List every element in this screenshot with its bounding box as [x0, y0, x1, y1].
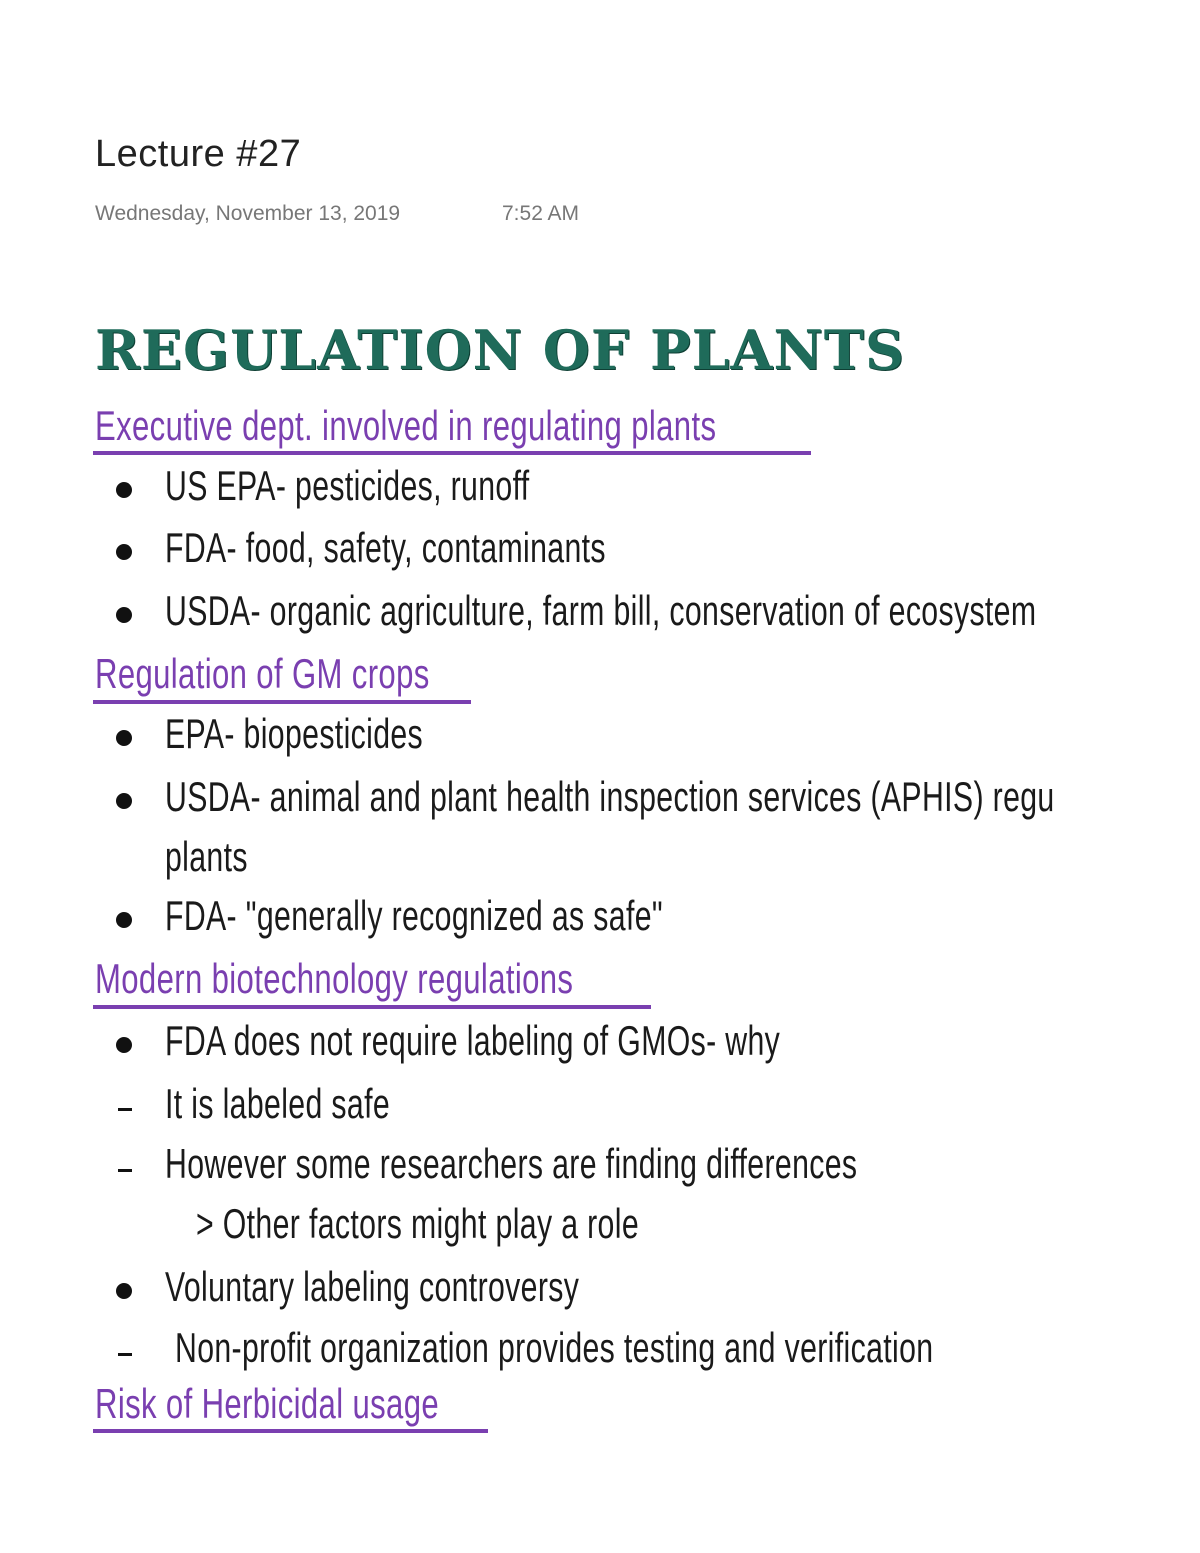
section-underline [93, 700, 471, 704]
section-heading-herbicidal: Risk of Herbicidal usage [95, 1380, 440, 1427]
bullet-icon [116, 912, 132, 928]
list-item: USDA- animal and plant health inspection services (APHIS) regu [165, 773, 1055, 820]
bullet-icon [116, 607, 132, 623]
list-item-continuation: plants [165, 833, 248, 880]
note-time: 7:52 AM [502, 202, 580, 225]
dash-icon [118, 1108, 132, 1111]
section-heading-gm-crops: Regulation of GM crops [95, 650, 430, 697]
bullet-icon [116, 730, 132, 746]
bullet-icon [116, 482, 132, 498]
dash-icon [118, 1169, 132, 1172]
bullet-icon [116, 1283, 132, 1299]
list-item: Voluntary labeling controversy [165, 1263, 580, 1310]
section-heading-executive: Executive dept. involved in regulating plants [95, 402, 717, 449]
main-heading: REGULATION OF PLANTS [95, 318, 905, 382]
section-underline [93, 1429, 488, 1433]
page-title: Lecture #27 [95, 133, 302, 175]
list-item: FDA- food, safety, contaminants [165, 524, 606, 571]
list-item: Non-profit organization provides testing and verification [175, 1324, 934, 1371]
list-item-sub: > Other factors might play a role [196, 1200, 640, 1247]
section-underline [93, 451, 811, 455]
list-item: FDA- "generally recognized as safe" [165, 892, 663, 939]
section-heading-biotech: Modern biotechnology regulations [95, 955, 574, 1002]
section-underline [93, 1005, 651, 1009]
list-item: However some researchers are finding differences [165, 1140, 858, 1187]
list-item: USDA- organic agriculture, farm bill, conservation of ecosystem [165, 587, 1037, 634]
dash-icon [118, 1353, 132, 1356]
list-item: US EPA- pesticides, runoff [165, 462, 530, 509]
bullet-icon [116, 544, 132, 560]
bullet-icon [116, 793, 132, 809]
list-item: FDA does not require labeling of GMOs- why [165, 1017, 781, 1064]
list-item: EPA- biopesticides [165, 710, 424, 757]
bullet-icon [116, 1037, 132, 1053]
list-item: It is labeled safe [165, 1080, 391, 1127]
note-date: Wednesday, November 13, 2019 [95, 202, 401, 225]
